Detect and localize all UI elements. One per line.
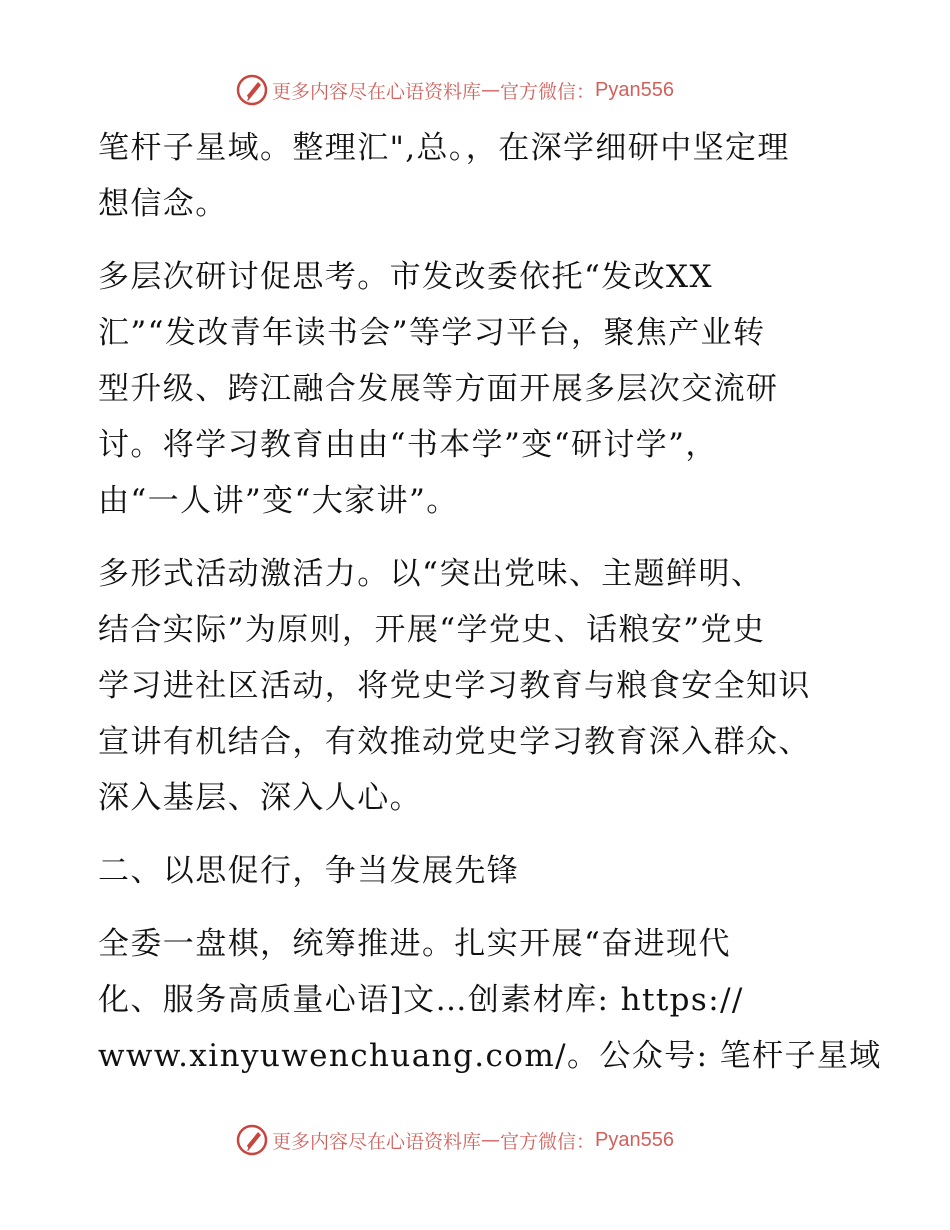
text-line: 结合实际”为原则，开展“学党史、话粮安”党史	[98, 612, 766, 648]
text-line: 汇”“发改青年读书会”等学习平台，聚焦产业转	[98, 315, 766, 351]
paragraph	[98, 546, 858, 826]
paragraph	[98, 249, 858, 529]
watermark-footer	[236, 1123, 674, 1157]
watermark-label: 官方微信：	[500, 1130, 596, 1153]
text-line: 型升级、跨江融合发展等方面开展多层次交流研	[98, 371, 779, 407]
pen-logo-icon	[236, 74, 268, 106]
text-line: 学习进社区活动，将党史学习教育与粮食安全知识	[98, 668, 811, 704]
text-line: 由“一人讲”变“大家讲”。	[98, 483, 459, 519]
text-line: 多形式活动激活力。以“突出党味、主题鲜明、	[98, 556, 764, 592]
text-line: 宣讲有机结合，有效推动党史学习教育深入群众、	[98, 724, 811, 760]
document-body	[98, 120, 882, 1101]
section-heading	[98, 843, 858, 899]
watermark-label: 官方微信：	[500, 80, 596, 103]
watermark-header	[236, 73, 674, 107]
text-line: 想信念。	[98, 186, 228, 222]
watermark-id: Pyan556	[595, 1128, 674, 1151]
watermark-text: 更多内容尽在心语资料库	[272, 1130, 482, 1153]
watermark-separator: —	[481, 1129, 501, 1151]
watermark-id: Pyan556	[595, 78, 674, 101]
paragraph	[98, 120, 858, 232]
heading-line: 二、以思促行，争当发展先锋	[98, 853, 520, 889]
text-line: 笔杆子星域。整理汇",总。，在深学细研中坚定理	[98, 130, 790, 166]
text-line: 全委一盘棋，统筹推进。扎实开展“奋进现代	[98, 926, 731, 962]
text-line: 多层次研讨促思考。市发改委依托“发改XX	[98, 259, 713, 295]
pen-logo-icon	[236, 1124, 268, 1156]
text-line: 化、服务高质量心语]文…创素材库: https://	[98, 982, 744, 1018]
text-line: www.xinyuwenchuang.com/。公众号: 笔杆子星域	[98, 1038, 882, 1074]
text-line: 讨。将学习教育由由“书本学”变“研讨学”，	[98, 427, 718, 463]
watermark-text: 更多内容尽在心语资料库	[272, 80, 482, 103]
paragraph	[98, 916, 882, 1084]
text-line: 深入基层、深入人心。	[98, 780, 422, 816]
watermark-separator: —	[481, 79, 501, 101]
